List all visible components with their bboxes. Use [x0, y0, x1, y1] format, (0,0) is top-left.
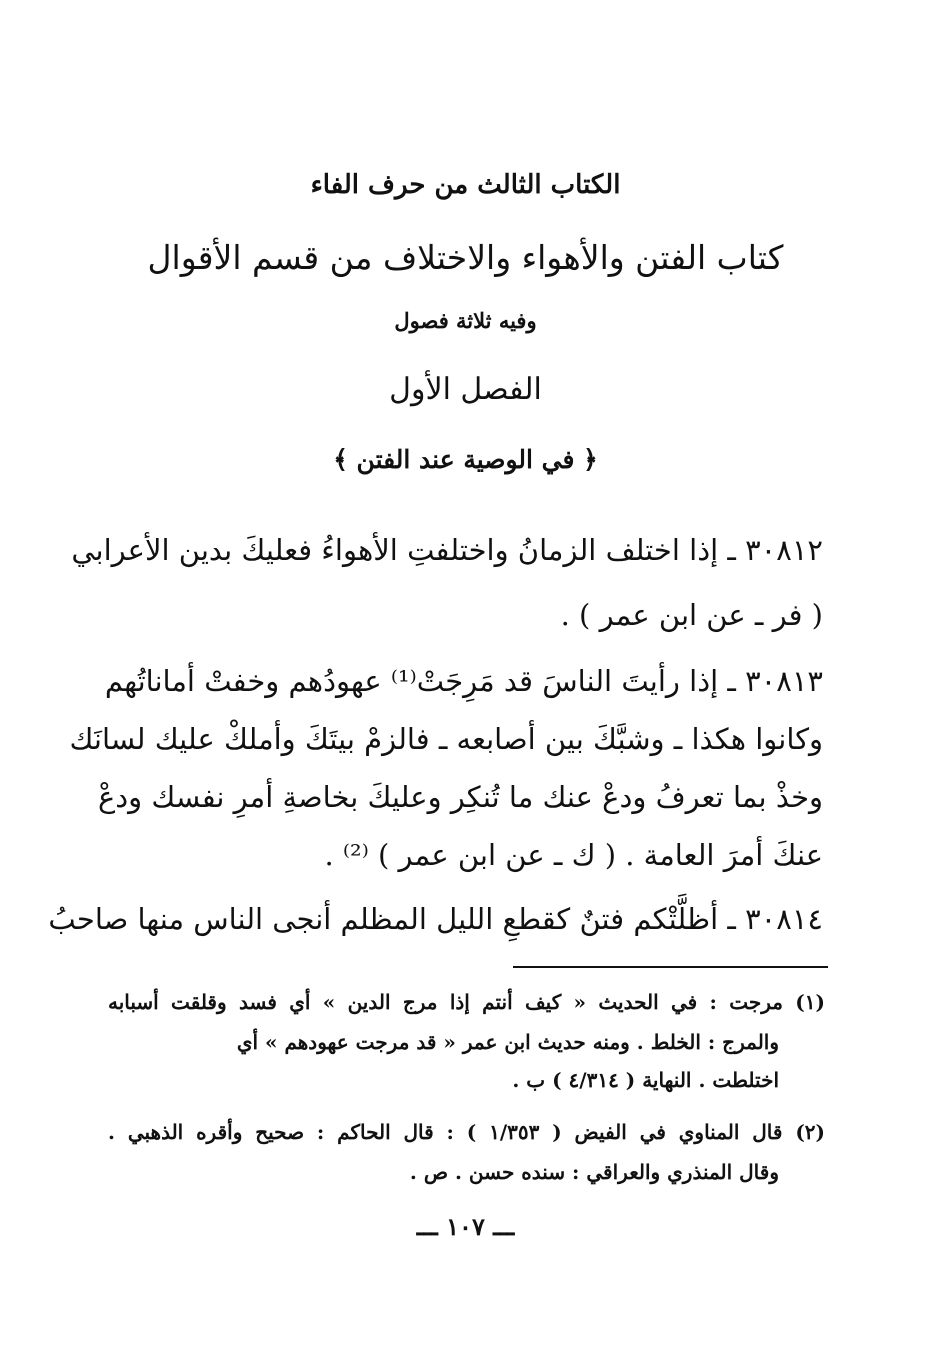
footnote-1-line-1: (١) مرجت : في الحديث « كيف أنتم إذا مرج الدين » أي فسد وقلقت أسبابه — [108, 990, 825, 1014]
hadith-30814-line-1: ٣٠٨١٤ ـ أظلَّتْكم فتنٌ كقطعِ الليل المظلم أنجى الناس منها صاحبُ — [48, 902, 823, 936]
chapter-title: الفصل الأول — [389, 372, 542, 407]
hadith-30812-line-1: ٣٠٨١٢ ـ إذا اختلف الزمانُ واختلفتِ الأهواءُ فعليكَ بدين الأعرابي — [71, 533, 823, 567]
book-title: كتاب الفتن والأهواء والاختلاف من قسم الأقوال — [147, 238, 784, 277]
hadith-30812-line-2: ( فر ـ عن ابن عمر ) . — [560, 598, 823, 632]
chapter-subtitle: ﴿ في الوصية عند الفتن ﴾ — [333, 445, 598, 474]
hadith-30813-line-4: عنكَ أمرَ العامة . ( ك ـ عن ابن عمر ) ⁽²⁾ . — [324, 838, 823, 872]
hadith-30813-line-3: وخذْ بما تعرفُ ودعْ عنك ما تُنكِر وعليكَ بخاصةِ أمرِ نفسك ودعْ — [97, 780, 823, 814]
book-part-heading: الكتاب الثالث من حرف الفاء — [310, 170, 621, 200]
footnote-2-line-2: وقال المنذري والعراقي : سنده حسن . ص . — [409, 1160, 779, 1184]
hadith-30813-line-1: ٣٠٨١٣ ـ إذا رأيتَ الناسَ قد مَرِجَتْ⁽¹⁾ عهودُهم وخفتْ أماناتُهم — [104, 664, 823, 698]
footnote-divider — [513, 966, 828, 968]
footnote-2-line-1: (٢) قال المناوي في الفيض ( ١/٣٥٣ ) : قال الحاكم : صحيح وأقره الذهبي . — [108, 1120, 825, 1144]
page-number: ـــ ١٠٧ ـــ — [416, 1212, 515, 1241]
footnote-1-line-3: اختلطت . النهاية ( ٤/٣١٤ ) ب . — [512, 1068, 779, 1092]
hadith-30813-line-2: وكانوا هكذا ـ وشبَّكَ بين أصابعه ـ فالزمْ بيتَكَ وأملكْ عليك لسانَك — [69, 722, 823, 756]
footnote-1-line-2: والمرج : الخلط . ومنه حديث ابن عمر « قد مرجت عهودهم » أي — [236, 1030, 779, 1054]
sections-note: وفيه ثلاثة فصول — [394, 308, 537, 333]
